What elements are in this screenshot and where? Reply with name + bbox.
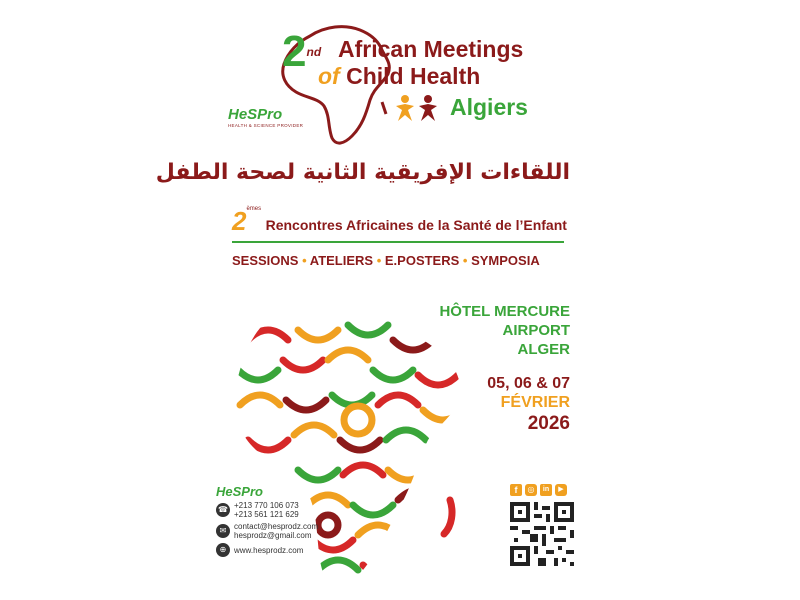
youtube-icon[interactable]: ▶ [555,484,567,496]
children-figures-icon [394,94,440,122]
instagram-icon[interactable]: ◎ [525,484,537,496]
email-icon: ✉ [216,524,230,538]
tracks-row: SESSIONS • ATELIERS • E.POSTERS • SYMPOSIA [232,253,540,268]
email-2[interactable]: hesprodz@gmail.com [234,531,312,540]
email-1[interactable]: contact@hesprodz.com [234,522,319,531]
divider [232,241,564,243]
ordinal-number: 2 [282,27,307,76]
contact-logo: HeSPro [216,484,263,499]
french-superscript: èmes [246,206,262,212]
french-number: 2 [232,206,247,236]
web-icon: ⊕ [216,543,230,557]
title-algiers: Algiers [450,94,528,120]
logo-name: HeSPro [228,106,283,123]
title-of: of [318,63,340,89]
venue-block [430,302,570,359]
phone-1[interactable]: +213 770 106 073 [234,501,299,510]
venue-line-3: ALGER [517,341,570,358]
logo-tagline: HEALTH & SCIENCE PROVIDER [228,123,304,128]
dates-year: 2026 [527,413,570,434]
track-ateliers: ATELIERS [309,253,374,268]
phone-icon: ☎ [216,503,230,517]
website[interactable]: www.hesprodz.com [234,545,304,555]
ordinal-suffix: nd [306,45,322,59]
track-eposters: E.POSTERS [384,253,460,268]
linkedin-icon[interactable]: in [540,484,552,496]
track-symposia: SYMPOSIA [471,253,540,268]
title-line-1: African Meetings [338,36,524,62]
dates-block [430,374,570,435]
track-sessions: SESSIONS [232,253,299,268]
hespro-logo [228,106,303,128]
dates-days: 05, 06 & 07 [487,375,570,392]
qr-code-icon[interactable] [510,502,574,566]
social-icons-row [510,484,567,496]
arabic-title: اللقاءات الإفريقية الثانية لصحة الطفل [155,160,570,185]
event-poster [155,10,590,590]
french-text: Rencontres Africaines de la Santé de l’Enfant [265,217,567,233]
dates-month: FÉVRIER [500,394,570,411]
venue-line-2: AIRPORT [502,322,570,339]
phone-2[interactable]: +213 561 121 629 [234,510,299,519]
venue-line-1: HÔTEL MERCURE [439,303,570,320]
facebook-icon[interactable]: f [510,484,522,496]
title-line-2: Child Health [346,63,481,89]
contact-block [216,484,318,557]
french-title [232,206,567,237]
